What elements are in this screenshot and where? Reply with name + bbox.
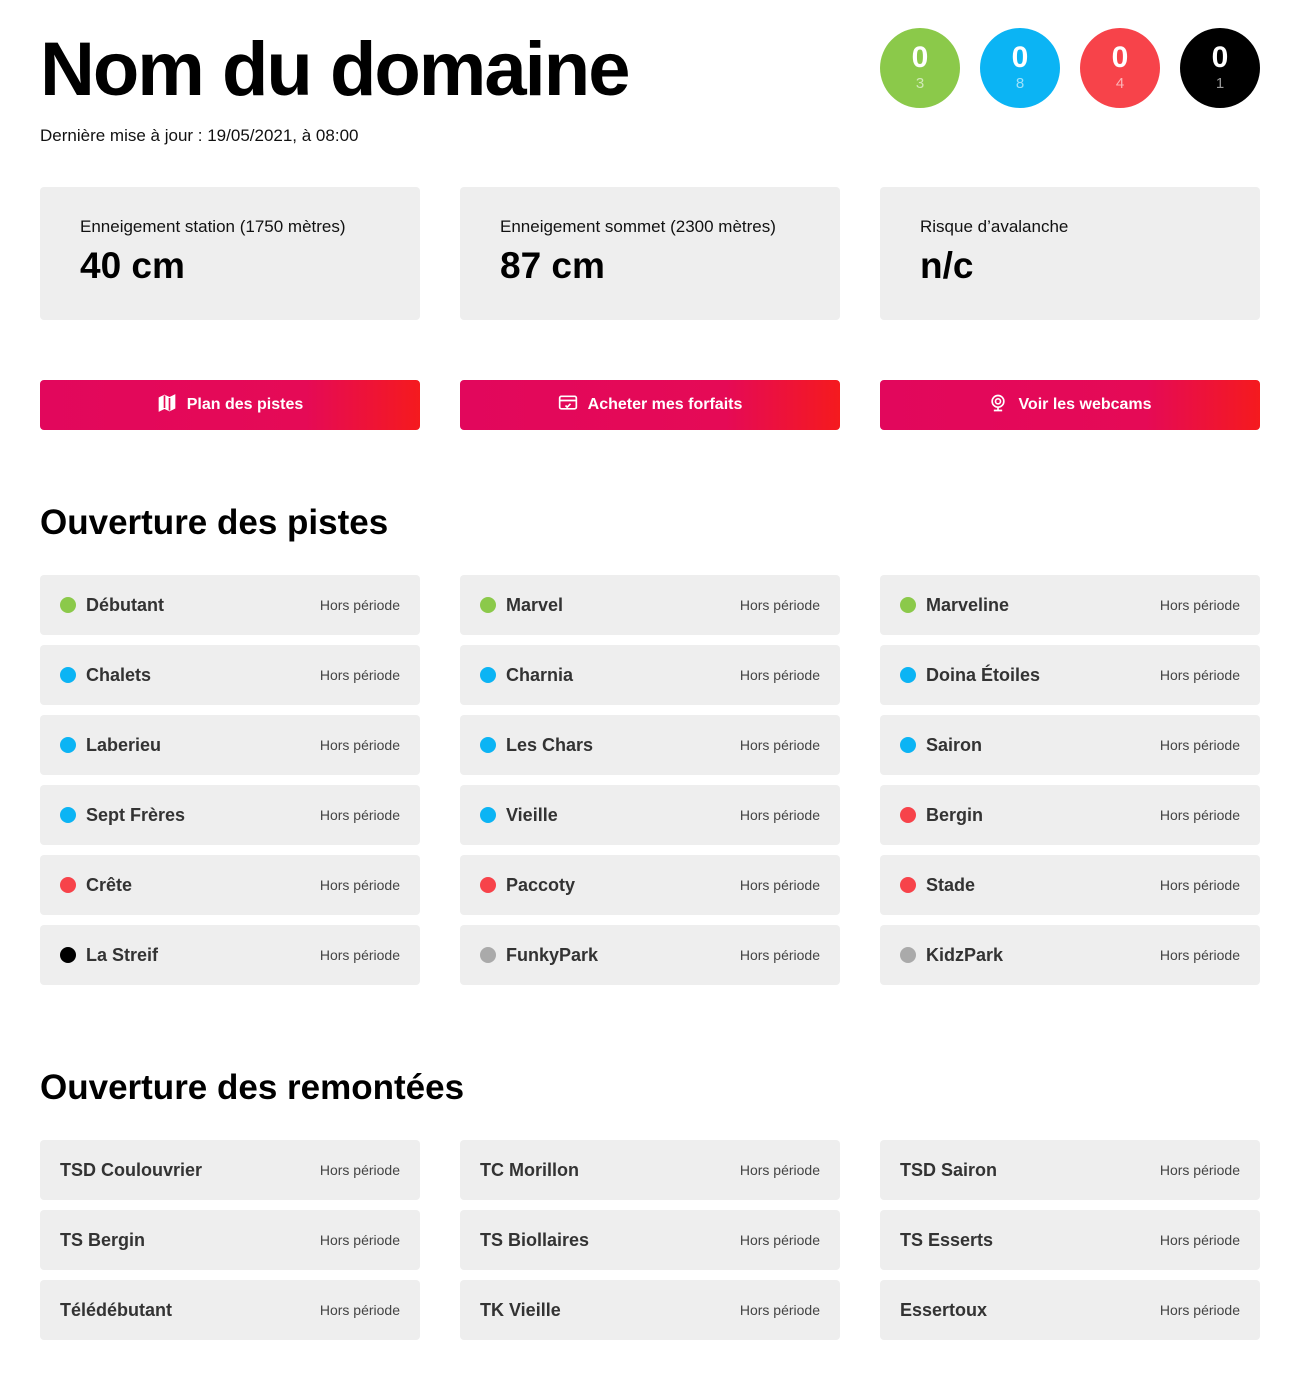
snow-card-station <box>40 187 420 320</box>
list-item <box>880 575 1260 635</box>
status-text: Hors période <box>1159 807 1240 823</box>
item-name: TS Bergin <box>60 1229 146 1250</box>
status-text: Hors période <box>739 877 820 893</box>
item-name: La Streif <box>86 944 159 965</box>
status-text: Hors période <box>319 1162 400 1178</box>
status-text: Hors période <box>319 807 400 823</box>
list-item <box>460 925 840 985</box>
item-name: Laberieu <box>86 734 162 755</box>
item-name: TSD Coulouvrier <box>60 1159 203 1180</box>
list-item <box>460 1280 840 1340</box>
list-item <box>40 785 420 845</box>
list-item <box>40 715 420 775</box>
item-name: TSD Sairon <box>900 1159 998 1180</box>
difficulty-dot-icon <box>480 667 496 683</box>
map-icon <box>157 393 177 418</box>
difficulty-dot-icon <box>480 807 496 823</box>
counter-red <box>1080 28 1160 108</box>
counter-green <box>880 28 960 108</box>
list-item <box>460 645 840 705</box>
status-text: Hors période <box>319 947 400 963</box>
button-label: Plan des pistes <box>186 396 304 413</box>
status-text: Hors période <box>1159 737 1240 753</box>
list-item <box>460 1210 840 1270</box>
status-text: Hors période <box>739 667 820 683</box>
item-name: Essertoux <box>900 1299 988 1320</box>
item-name: Stade <box>926 874 976 895</box>
page-title: Nom du domaine <box>40 27 629 112</box>
status-text: Hors période <box>319 597 400 613</box>
difficulty-dot-icon <box>60 807 76 823</box>
item-name: Sairon <box>926 734 983 755</box>
snow-label: Risque d’avalanche <box>920 217 1069 236</box>
list-item <box>460 715 840 775</box>
list-item <box>40 1140 420 1200</box>
item-name: Doina Étoiles <box>926 664 1041 685</box>
page-header <box>40 28 1260 158</box>
status-text: Hors période <box>319 877 400 893</box>
item-name: Marveline <box>926 594 1010 615</box>
item-name: TS Biollaires <box>480 1229 590 1250</box>
difficulty-dot-icon <box>60 667 76 683</box>
webcam-icon <box>988 393 1008 418</box>
counter-open: 0 <box>911 41 929 74</box>
difficulty-dot-icon <box>480 737 496 753</box>
last-update-text: Dernière mise à jour : 19/05/2021, à 08:00 <box>40 126 359 145</box>
action-buttons <box>40 380 1260 430</box>
list-item <box>460 855 840 915</box>
list-item <box>40 855 420 915</box>
list-item <box>40 575 420 635</box>
difficulty-dot-icon <box>900 737 916 753</box>
difficulty-dot-icon <box>900 807 916 823</box>
list-item <box>880 1140 1260 1200</box>
difficulty-counters <box>880 28 1260 108</box>
snow-value: n/c <box>920 245 974 286</box>
lifts-list <box>40 1140 1260 1340</box>
counter-blue <box>980 28 1060 108</box>
counter-black <box>1180 28 1260 108</box>
status-text: Hors période <box>1159 877 1240 893</box>
item-name: KidzPark <box>926 944 1004 965</box>
item-name: TS Esserts <box>900 1229 994 1250</box>
trail-map-button[interactable] <box>40 380 420 430</box>
difficulty-dot-icon <box>900 667 916 683</box>
status-text: Hors période <box>319 1232 400 1248</box>
difficulty-dot-icon <box>480 597 496 613</box>
list-item <box>40 645 420 705</box>
avalanche-risk-card <box>880 187 1260 320</box>
snow-value: 87 cm <box>500 245 605 286</box>
list-item <box>40 1210 420 1270</box>
item-name: Charnia <box>506 664 574 685</box>
counter-open: 0 <box>1211 41 1229 74</box>
list-item <box>880 1280 1260 1340</box>
counter-total: 8 <box>1015 75 1025 92</box>
status-text: Hors période <box>1159 1302 1240 1318</box>
pistes-list <box>40 575 1260 985</box>
item-name: Débutant <box>86 594 164 615</box>
snow-label: Enneigement sommet (2300 mètres) <box>500 217 776 236</box>
list-item <box>880 715 1260 775</box>
snow-label: Enneigement station (1750 mètres) <box>80 217 346 236</box>
counter-open: 0 <box>1011 41 1029 74</box>
list-item <box>460 1140 840 1200</box>
item-name: Marvel <box>506 594 564 615</box>
status-text: Hors période <box>1159 1232 1240 1248</box>
item-name: Bergin <box>926 804 984 825</box>
item-name: Paccoty <box>506 874 576 895</box>
list-item <box>40 925 420 985</box>
webcams-button[interactable] <box>880 380 1260 430</box>
item-name: TK Vieille <box>480 1299 561 1320</box>
status-text: Hors période <box>739 1162 820 1178</box>
buy-pass-button[interactable] <box>460 380 840 430</box>
status-text: Hors période <box>1159 947 1240 963</box>
status-text: Hors période <box>319 1302 400 1318</box>
list-item <box>880 785 1260 845</box>
status-text: Hors période <box>739 1232 820 1248</box>
item-name: Sept Frères <box>86 804 186 825</box>
difficulty-dot-icon <box>480 947 496 963</box>
item-name: Télédébutant <box>60 1299 173 1320</box>
difficulty-dot-icon <box>60 947 76 963</box>
counter-total: 4 <box>1115 75 1125 92</box>
item-name: FunkyPark <box>506 944 599 965</box>
ticket-icon <box>558 393 578 418</box>
list-item <box>460 785 840 845</box>
status-text: Hors période <box>739 807 820 823</box>
difficulty-dot-icon <box>900 947 916 963</box>
counter-total: 1 <box>1215 75 1225 92</box>
button-label: Voir les webcams <box>1018 396 1152 413</box>
snow-info-row <box>40 187 1260 320</box>
status-text: Hors période <box>319 737 400 753</box>
pistes-section-title: Ouverture des pistes <box>40 503 389 542</box>
item-name: TC Morillon <box>480 1159 579 1180</box>
item-name: Crête <box>86 874 133 895</box>
button-label: Acheter mes forfaits <box>587 396 743 413</box>
list-item <box>880 645 1260 705</box>
status-text: Hors période <box>1159 597 1240 613</box>
list-item <box>460 575 840 635</box>
item-name: Les Chars <box>506 734 594 755</box>
status-text: Hors période <box>739 597 820 613</box>
status-text: Hors période <box>739 737 820 753</box>
difficulty-dot-icon <box>60 877 76 893</box>
list-item <box>880 855 1260 915</box>
status-text: Hors période <box>739 1302 820 1318</box>
status-text: Hors période <box>1159 1162 1240 1178</box>
lifts-section-title: Ouverture des remontées <box>40 1068 465 1107</box>
list-item <box>40 1280 420 1340</box>
status-text: Hors période <box>1159 667 1240 683</box>
list-item <box>880 1210 1260 1270</box>
item-name: Vieille <box>506 804 558 825</box>
difficulty-dot-icon <box>900 877 916 893</box>
item-name: Chalets <box>86 664 152 685</box>
snow-card-summit <box>460 187 840 320</box>
counter-open: 0 <box>1111 41 1129 74</box>
list-item <box>880 925 1260 985</box>
snow-value: 40 cm <box>80 245 185 286</box>
difficulty-dot-icon <box>60 597 76 613</box>
status-text: Hors période <box>319 667 400 683</box>
difficulty-dot-icon <box>480 877 496 893</box>
difficulty-dot-icon <box>60 737 76 753</box>
counter-total: 3 <box>915 75 925 92</box>
difficulty-dot-icon <box>900 597 916 613</box>
status-text: Hors période <box>739 947 820 963</box>
